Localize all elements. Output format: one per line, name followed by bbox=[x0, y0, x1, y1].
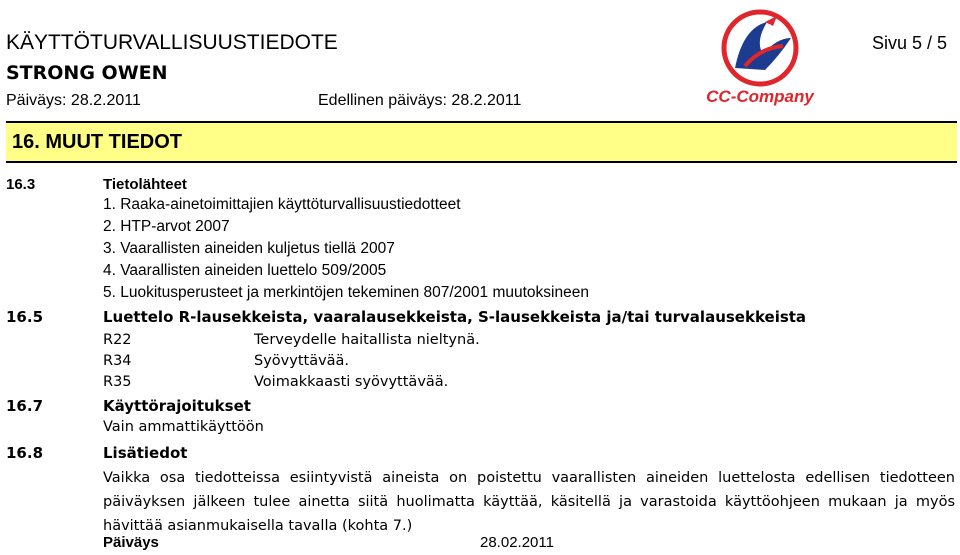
list-item: 1. Raaka-ainetoimittajien käyttöturvallisuustiedotteet bbox=[103, 196, 461, 213]
logo-text: CC-Company bbox=[706, 87, 814, 106]
phrase-text: Terveydelle haitallista nieltynä. bbox=[254, 332, 480, 348]
section-number-16-3: 16.3 bbox=[6, 176, 36, 193]
heading-phrases: Luettelo R-lausekkeista, vaaralausekkeista, S-lausekkeista ja/tai turvalausekkeista bbox=[103, 308, 807, 326]
bird-emblem-icon bbox=[724, 12, 796, 84]
company-name: STRONG OWEN bbox=[6, 62, 168, 84]
list-item: 5. Luokitusperusteet ja merkintöjen tekeminen 807/2001 muutoksineen bbox=[103, 284, 589, 301]
phrase-text: Syövyttävää. bbox=[254, 353, 350, 369]
phrase-code: R22 bbox=[103, 332, 132, 348]
footer-date-label: Päiväys bbox=[103, 534, 159, 551]
phrase-code: R34 bbox=[103, 353, 132, 369]
section-number-16-7: 16.7 bbox=[6, 397, 44, 415]
section-number-16-5: 16.5 bbox=[6, 308, 44, 326]
section-header bbox=[6, 121, 957, 163]
section-title: 16. MUUT TIEDOT bbox=[12, 131, 183, 153]
additional-info-text: Vaikka osa tiedotteissa esiintyvistä aineista on poistettu vaarallisten aineiden luettelosta edellisen tiedotteen päiväyksen jälkeen tulee ainetta siitä huolimatta käyttää, käsitellä ja varastoida käyttöohjeen mukaan ja myös hävittää asianmukaisella tavalla (kohta 7.) bbox=[103, 470, 955, 534]
list-item: 3. Vaarallisten aineiden kuljetus tiellä 2007 bbox=[103, 240, 395, 257]
issue-date: Päiväys: 28.2.2011 bbox=[6, 92, 141, 109]
heading-restrictions: Käyttörajoitukset bbox=[103, 397, 251, 415]
page-number: Sivu 5 / 5 bbox=[872, 33, 948, 53]
phrase-code: R35 bbox=[103, 374, 132, 390]
company-logo bbox=[705, 8, 815, 112]
document-title: KÄYTTÖTURVALLISUUSTIEDOTE bbox=[6, 31, 338, 54]
heading-additional-info: Lisätiedot bbox=[103, 444, 188, 462]
section-number-16-8: 16.8 bbox=[6, 444, 44, 462]
restriction-text: Vain ammattikäyttöön bbox=[103, 419, 264, 435]
phrase-text: Voimakkaasti syövyttävää. bbox=[254, 374, 449, 390]
list-item: 2. HTP-arvot 2007 bbox=[103, 218, 230, 235]
heading-sources: Tietolähteet bbox=[103, 176, 187, 193]
footer-date: 28.02.2011 bbox=[480, 534, 554, 551]
previous-date: Edellinen päiväys: 28.2.2011 bbox=[318, 92, 522, 109]
list-item: 4. Vaarallisten aineiden luettelo 509/2005 bbox=[103, 262, 387, 279]
